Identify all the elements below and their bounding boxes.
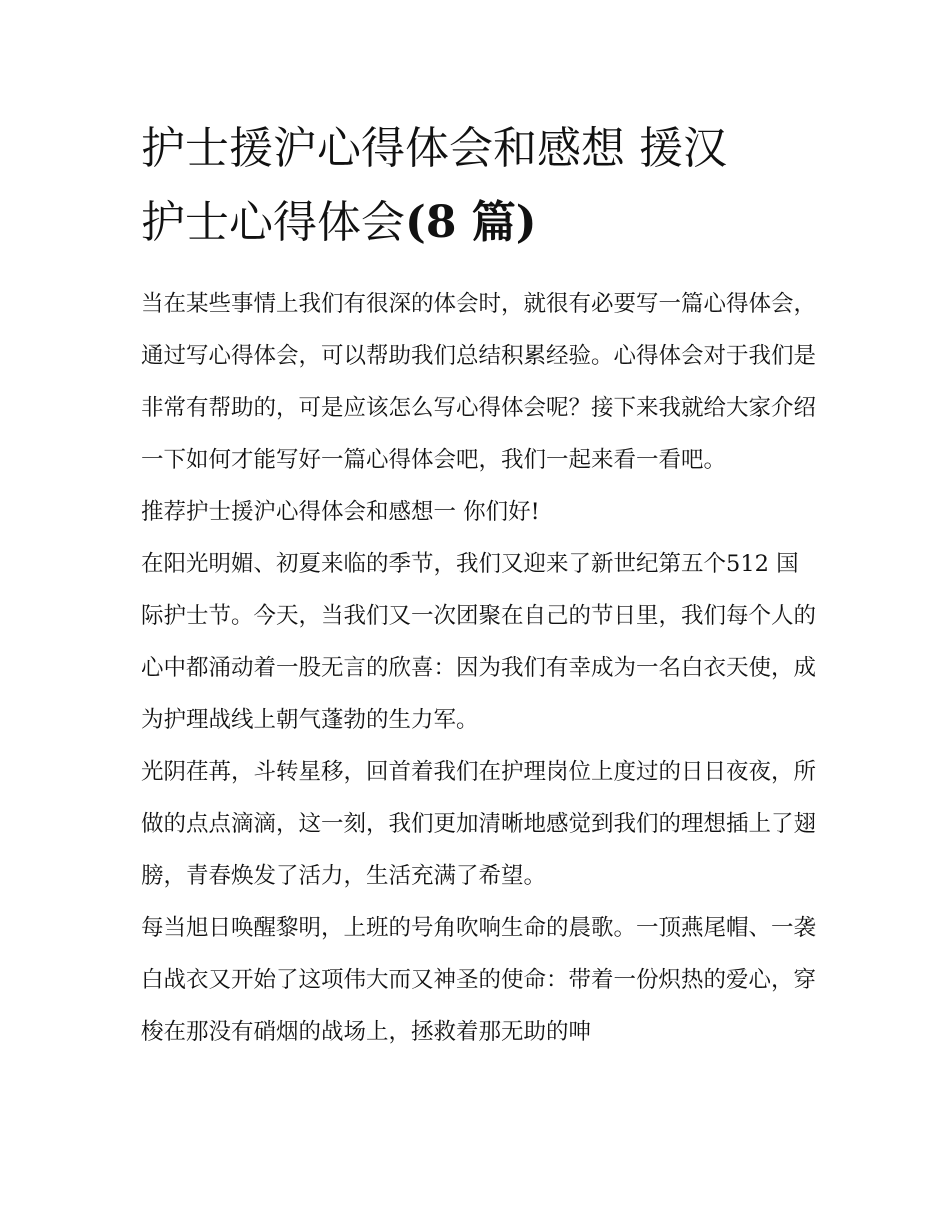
body-paragraph-3: 每当旭日唤醒黎明，上班的号角吹响生命的晨歌。一顶燕尾帽、一袭白战衣又开始了这项伟大而又神圣的使命：带着一份炽热的爱心，穿梭在那没有硝烟的战场上，拯救着那无助的呻 <box>141 915 817 1045</box>
intro-paragraph: 当在某些事情上我们有很深的体会时，就很有必要写一篇心得体会，通过写心得体会，可以帮助我们总结积累经验。心得体会对于我们是非常有帮助的，可是应该怎么写心得体会呢？接下来我就给大家介绍一下如何才能写好一篇心得体会吧，我们一起来看一看吧。 <box>141 291 817 473</box>
document-content <box>141 112 816 1058</box>
title-line-2: 护士心得体会 <box>141 197 405 248</box>
title-line-1: 护士援沪心得体会和感想 援汉 <box>141 123 727 174</box>
title-count: (8 篇) <box>405 197 537 248</box>
body-paragraph-2: 光阴荏苒，斗转星移，回首着我们在护理岗位上度过的日日夜夜，所做的点点滴滴，这一刻，我们更加清晰地感觉到我们的理想插上了翅膀，青春焕发了活力，生活充满了希望。 <box>141 759 817 889</box>
body-paragraph-1: 在阳光明媚、初夏来临的季节，我们又迎来了新世纪第五个512 国际护士节。今天，当我们又一次团聚在自己的节日里，我们每个人的心中都涌动着一股无言的欣喜：因为我们有幸成为一名白衣天使，成为护理战线上朝气蓬勃的生力军。 <box>141 551 817 733</box>
document-title <box>141 112 816 260</box>
section-heading-paragraph: 推荐护士援沪心得体会和感想一 你们好! <box>141 499 540 525</box>
